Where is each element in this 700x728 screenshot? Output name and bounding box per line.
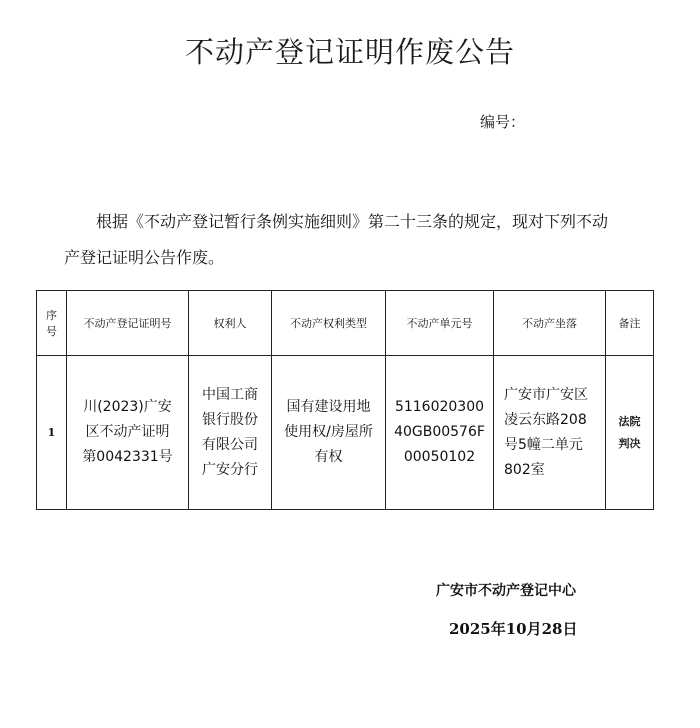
header-certificate-no: 不动产登记证明号 (67, 291, 189, 356)
cell-location: 广安市广安区凌云东路208号5幢二单元802室 (494, 356, 606, 510)
page-title: 不动产登记证明作废公告 (184, 35, 515, 69)
header-right-type: 不动产权利类型 (272, 291, 386, 356)
issuer-name: 广安市不动产登记中心 (436, 583, 576, 599)
serial-number-label: 编号： (480, 113, 526, 131)
intro-line-1: 根据《不动产登记暂行条例实施细则》第二十三条的规定，现对下列不动 (96, 212, 609, 231)
intro-line-2: 产登记证明公告作废。 (64, 248, 225, 267)
header-unit-no: 不动产单元号 (386, 291, 494, 356)
header-index: 序号 (37, 291, 67, 356)
cell-certificate-no: 川(2023)广安区不动产证明第0042331号 (67, 356, 189, 510)
header-remark: 备注 (606, 291, 654, 356)
table-header-row (37, 291, 654, 356)
intro-paragraph (64, 204, 644, 276)
cell-right-holder: 中国工商银行股份有限公司广安分行 (189, 356, 272, 510)
issue-date: 2025年10月28日 (449, 620, 578, 638)
table-row (37, 356, 654, 510)
header-location: 不动产坐落 (494, 291, 606, 356)
void-certificate-table (36, 290, 654, 510)
cell-remark: 法院判决 (606, 356, 654, 510)
cell-unit-no: 511602030040GB00576F00050102 (386, 356, 494, 510)
header-right-holder: 权利人 (189, 291, 272, 356)
cell-index: 1 (37, 356, 67, 510)
cell-right-type: 国有建设用地使用权/房屋所有权 (272, 356, 386, 510)
